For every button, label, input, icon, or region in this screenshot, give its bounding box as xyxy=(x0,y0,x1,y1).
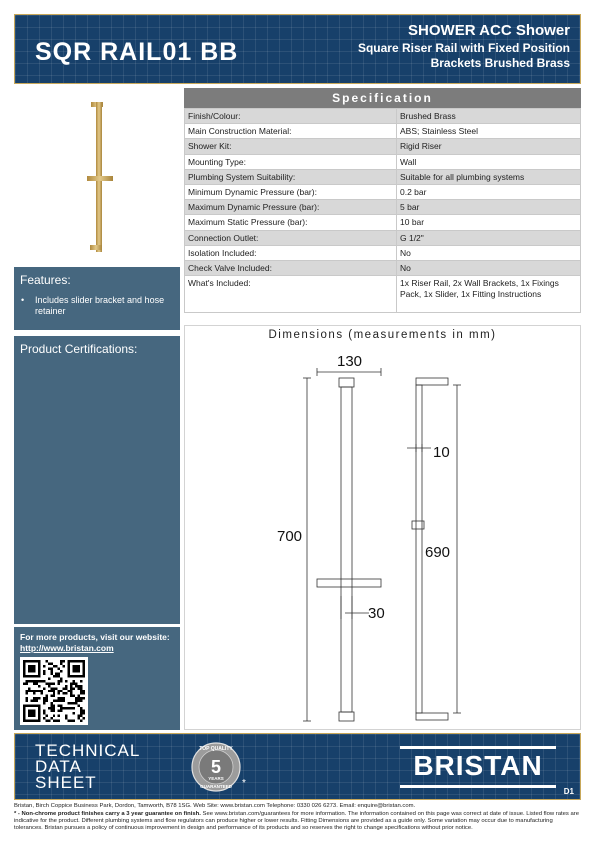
dimensions-panel xyxy=(184,325,581,730)
product-image xyxy=(14,88,180,265)
dim-depth-label: 10 xyxy=(433,444,450,461)
product-category: SHOWER ACC Shower xyxy=(408,22,570,39)
spec-row xyxy=(185,245,581,260)
spec-value: Brushed Brass xyxy=(397,109,581,124)
spec-value: 0.2 bar xyxy=(397,184,581,199)
spec-value: 10 bar xyxy=(397,215,581,230)
product-code: SQR RAIL01 BB xyxy=(35,38,239,66)
spec-value: 5 bar xyxy=(397,200,581,215)
spec-row xyxy=(185,124,581,139)
header-banner xyxy=(14,14,581,84)
tds-line-1: TECHNICAL xyxy=(35,741,141,760)
badge-top-text: TOP QUALITY xyxy=(199,746,233,752)
spec-key: Plumbing System Suitability: xyxy=(185,169,397,184)
spec-key: Main Construction Material: xyxy=(185,124,397,139)
guarantee-badge-icon xyxy=(191,742,241,792)
dim-side-height-label: 690 xyxy=(425,544,451,561)
website-panel xyxy=(14,627,180,730)
feature-item: • Includes slider bracket and hose retainer xyxy=(20,295,174,317)
product-description-line1: Square Riser Rail with Fixed Position xyxy=(357,41,570,55)
badge-asterisk: * xyxy=(242,778,246,789)
spec-row xyxy=(185,215,581,230)
spec-row xyxy=(185,139,581,154)
features-panel xyxy=(14,267,180,330)
badge-bottom-text: GUARANTEED xyxy=(200,784,232,789)
website-link[interactable]: http://www.bristan.com xyxy=(20,643,114,653)
dim-slider-label: 30 xyxy=(368,605,385,622)
header-title-block xyxy=(358,22,570,71)
spec-key: Mounting Type: xyxy=(185,154,397,169)
spec-key: Connection Outlet: xyxy=(185,230,397,245)
spec-key: Maximum Dynamic Pressure (bar): xyxy=(185,200,397,215)
disclaimer xyxy=(14,811,581,832)
spec-value: Suitable for all plumbing systems xyxy=(397,169,581,184)
spec-value: Rigid Riser xyxy=(397,139,581,154)
spec-key: Finish/Colour: xyxy=(185,109,397,124)
spec-key: Shower Kit: xyxy=(185,139,397,154)
certifications-title: Product Certifications: xyxy=(20,342,138,356)
disclaimer-text: See www.bristan.com/guarantees for more information. The information contained on this page was correct at date of issue. Listed flow rates are indicative for the product. Different plumbing systems and flow regulators can produce higher or lower results. Fitting Dimensions are provided as a guide only. Some variation may occur due to manufacturing tolerances. Bristan pursues a policy of continuous improvement in design and performance of its products and so reserves the right to change specifications without prior notice. xyxy=(14,811,579,831)
badge-number: 5 xyxy=(210,757,222,777)
footer-banner xyxy=(14,733,581,800)
spec-row xyxy=(185,109,581,124)
technical-data-sheet-label xyxy=(35,743,140,791)
specification-title: Specification xyxy=(184,88,581,108)
qr-code[interactable] xyxy=(20,657,88,725)
dimension-drawing xyxy=(185,326,582,731)
tds-line-3: SHEET xyxy=(35,773,97,792)
spec-key: Check Valve Included: xyxy=(185,260,397,275)
tds-line-2: DATA xyxy=(35,757,82,776)
certifications-panel xyxy=(14,336,180,624)
badge-years: YEARS xyxy=(208,776,224,781)
brand-bar-top xyxy=(400,746,556,749)
spec-row xyxy=(185,154,581,169)
spec-row xyxy=(185,169,581,184)
spec-value: No xyxy=(397,260,581,275)
spec-row xyxy=(185,260,581,275)
website-text: For more products, visit our website: xyxy=(20,632,170,642)
spec-key: Isolation Included: xyxy=(185,245,397,260)
dimensions-title: Dimensions (measurements in mm) xyxy=(268,329,497,341)
bristan-logo: BRISTAN xyxy=(413,750,543,781)
product-description-line2: Brackets Brushed Brass xyxy=(430,56,570,70)
spec-value: No xyxy=(397,245,581,260)
spec-key: Minimum Dynamic Pressure (bar): xyxy=(185,184,397,199)
dim-height-label: 700 xyxy=(277,528,303,545)
dim-width-label: 130 xyxy=(337,353,363,370)
page-code: D1 xyxy=(563,787,574,796)
spec-key: Maximum Static Pressure (bar): xyxy=(185,215,397,230)
spec-value: Wall xyxy=(397,154,581,169)
spec-row xyxy=(185,184,581,199)
spec-row xyxy=(185,230,581,245)
spec-key: What's Included: xyxy=(185,276,397,313)
features-list xyxy=(14,287,180,317)
disclaimer-bold: * - Non-chrome product finishes carry a 3 year guarantee on finish. xyxy=(14,811,201,817)
spec-value: 1x Riser Rail, 2x Wall Brackets, 1x Fixings Pack, 1x Slider, 1x Fitting Instructions xyxy=(397,276,581,313)
specification-table xyxy=(184,108,581,313)
brand-bar-bottom xyxy=(400,785,556,788)
spec-value: G 1/2" xyxy=(397,230,581,245)
company-address: Bristan, Birch Coppice Business Park, Dordon, Tamworth, B78 1SG. Web Site: www.bristan.com Telephone: 0330 026 6273. Email: enquire@bristan.com. xyxy=(14,803,416,809)
features-title: Features: xyxy=(20,273,71,287)
spec-row xyxy=(185,276,581,313)
spec-value: ABS; Stainless Steel xyxy=(397,124,581,139)
spec-row xyxy=(185,200,581,215)
